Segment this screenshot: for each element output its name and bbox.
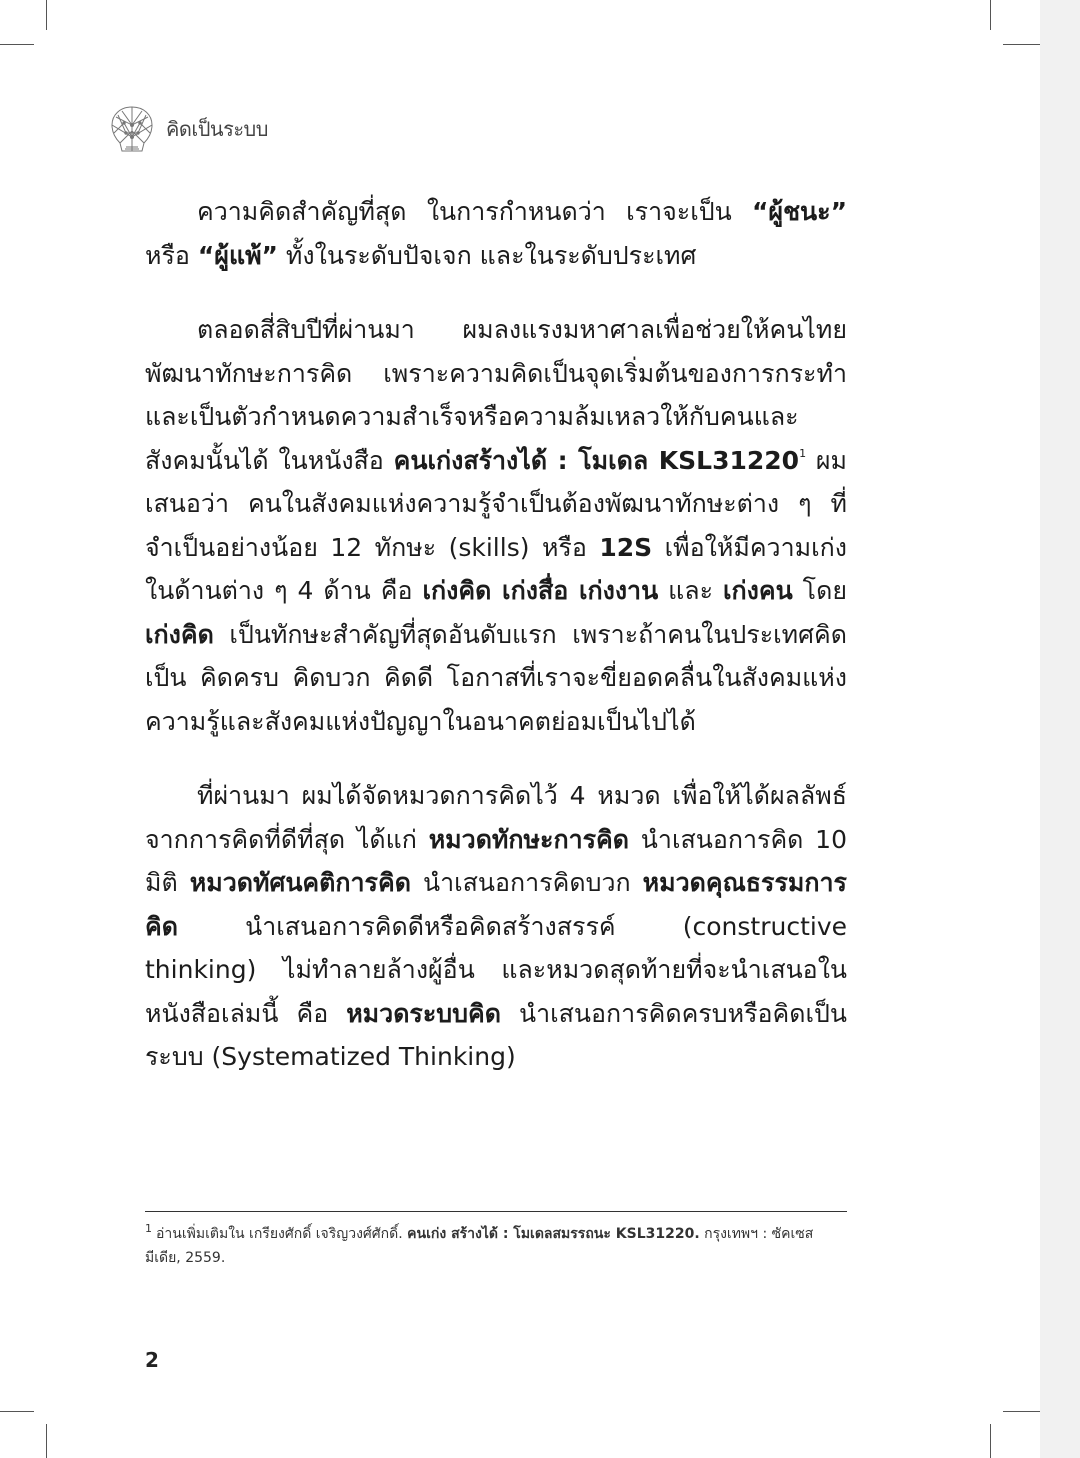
running-header-title: คิดเป็นระบบ (166, 117, 268, 141)
text-run: หรือ (145, 240, 198, 270)
footnote-text: อ่านเพิ่มเติมใน เกรียงศักดิ์ เจริญวงศ์ศักดิ์. (156, 1226, 408, 1242)
right-gutter (1040, 0, 1080, 1458)
text-run: ตลอดสี่สิบปีที่ผ่านมา ผมลงแรงมหาศาลเพื่อช่วยให้คนไทยพัฒนาทักษะการคิด เพราะความคิดเป็นจุดเริ่มต้นของการกระทำ และเป็นตัวกำหนดความสำเร็จหรือความล้มเหลวให้กับคนและสังคมนั้นได้ ในหนังสือ (145, 315, 847, 475)
crop-mark-bottom-right-h (1003, 1411, 1040, 1412)
footnote-marker: 1 (145, 1222, 152, 1235)
bold-term-loser: “ผู้แพ้” (197, 240, 278, 270)
bold-category-attitude: หมวดทัศนคติการคิด (189, 868, 411, 897)
text-run: เป็นทักษะสำคัญที่สุดอันดับแรก เพราะถ้าคนในประเทศคิดเป็น คิดครบ คิดบวก คิดดี โอกาสที่เราจะขี่ยอดคลื่นในสังคมแห่งความรู้และสังคมแห่งปัญญาในอนาคตย่อมเป็นไปได้ (145, 619, 847, 736)
brain-network-icon (106, 103, 158, 155)
body-text (145, 190, 847, 1110)
text-run: นำเสนอการคิดบวก (410, 868, 643, 897)
text-run: นำเสนอการคิดครบหรือคิดเป็นระบบ (Systematized Thinking) (145, 998, 847, 1071)
text-run: เพื่อให้มีความเก่งในด้านต่าง ๆ 4 ด้าน คือ (145, 532, 848, 605)
crop-mark-bottom-left-h (0, 1411, 34, 1412)
crop-mark-bottom-left-v (46, 1424, 47, 1458)
crop-mark-top-left-h (0, 44, 34, 45)
footnote (145, 1222, 847, 1270)
bold-term-skills: เก่งคิด เก่งสื่อ เก่งงาน (422, 576, 659, 605)
text-run: ทั้งในระดับปัจเจก และในระดับประเทศ (277, 240, 697, 270)
crop-mark-top-right-v (990, 0, 991, 30)
footnote-divider (145, 1211, 847, 1212)
running-header (106, 103, 268, 155)
text-run: และ (658, 576, 723, 605)
footnote-book-title: คนเก่ง สร้างได้ : โมเดลสมรรถนะ KSL31220. (407, 1226, 700, 1242)
footnote-ref[interactable]: 1 (799, 446, 807, 460)
page-number: 2 (145, 1348, 159, 1372)
text-run: นำเสนอการคิดดีหรือคิดสร้างสรรค์ (constructive thinking) ไม่ทำลายล้างผู้อื่น และหมวดสุดท้ายที่จะนำเสนอในหนังสือเล่มนี้ คือ (145, 911, 847, 1028)
paragraph-3 (145, 774, 847, 1079)
bold-category-system: หมวดระบบคิด (346, 998, 501, 1028)
bold-term-people: เก่งคน (723, 576, 793, 605)
bold-category-skills: หมวดทักษะการคิด (428, 824, 630, 854)
text-run: ผมเสนอว่า คนในสังคมแห่งความรู้จำเป็นต้องพัฒนาทักษะต่าง ๆ ที่จำเป็นอย่างน้อย 12 ทักษะ (skills) หรือ (145, 445, 847, 562)
paragraph-1 (145, 190, 847, 277)
bold-term-12s: 12S (599, 532, 653, 562)
text-run: ที่ผ่านมา ผมได้จัดหมวดการคิดไว้ 4 หมวด เพื่อให้ได้ผลลัพธ์จากการคิดที่ดีที่สุด ได้แก่ (145, 781, 847, 854)
bold-book-title: คนเก่งสร้างได้ : โมเดล KSL31220 (393, 445, 800, 475)
bold-category-ethics: หมวดคุณธรรมการคิด (145, 868, 847, 941)
bold-term-winner: “ผู้ชนะ” (752, 197, 847, 226)
text-run: โดย (792, 576, 847, 605)
crop-mark-bottom-right-v (990, 1424, 991, 1458)
text-run: นำเสนอการคิด 10 มิติ (145, 824, 847, 897)
crop-mark-top-left-v (46, 0, 47, 30)
text-run: ความคิดสำคัญที่สุด ในการกำหนดว่า เราจะเป็น (197, 197, 752, 226)
footnote-publisher: กรุงเทพฯ : ซัคเซส มีเดีย, 2559. (145, 1226, 814, 1266)
crop-mark-top-right-h (1003, 44, 1040, 45)
paragraph-2 (145, 308, 847, 743)
bold-term-thinking: เก่งคิด (145, 619, 214, 649)
